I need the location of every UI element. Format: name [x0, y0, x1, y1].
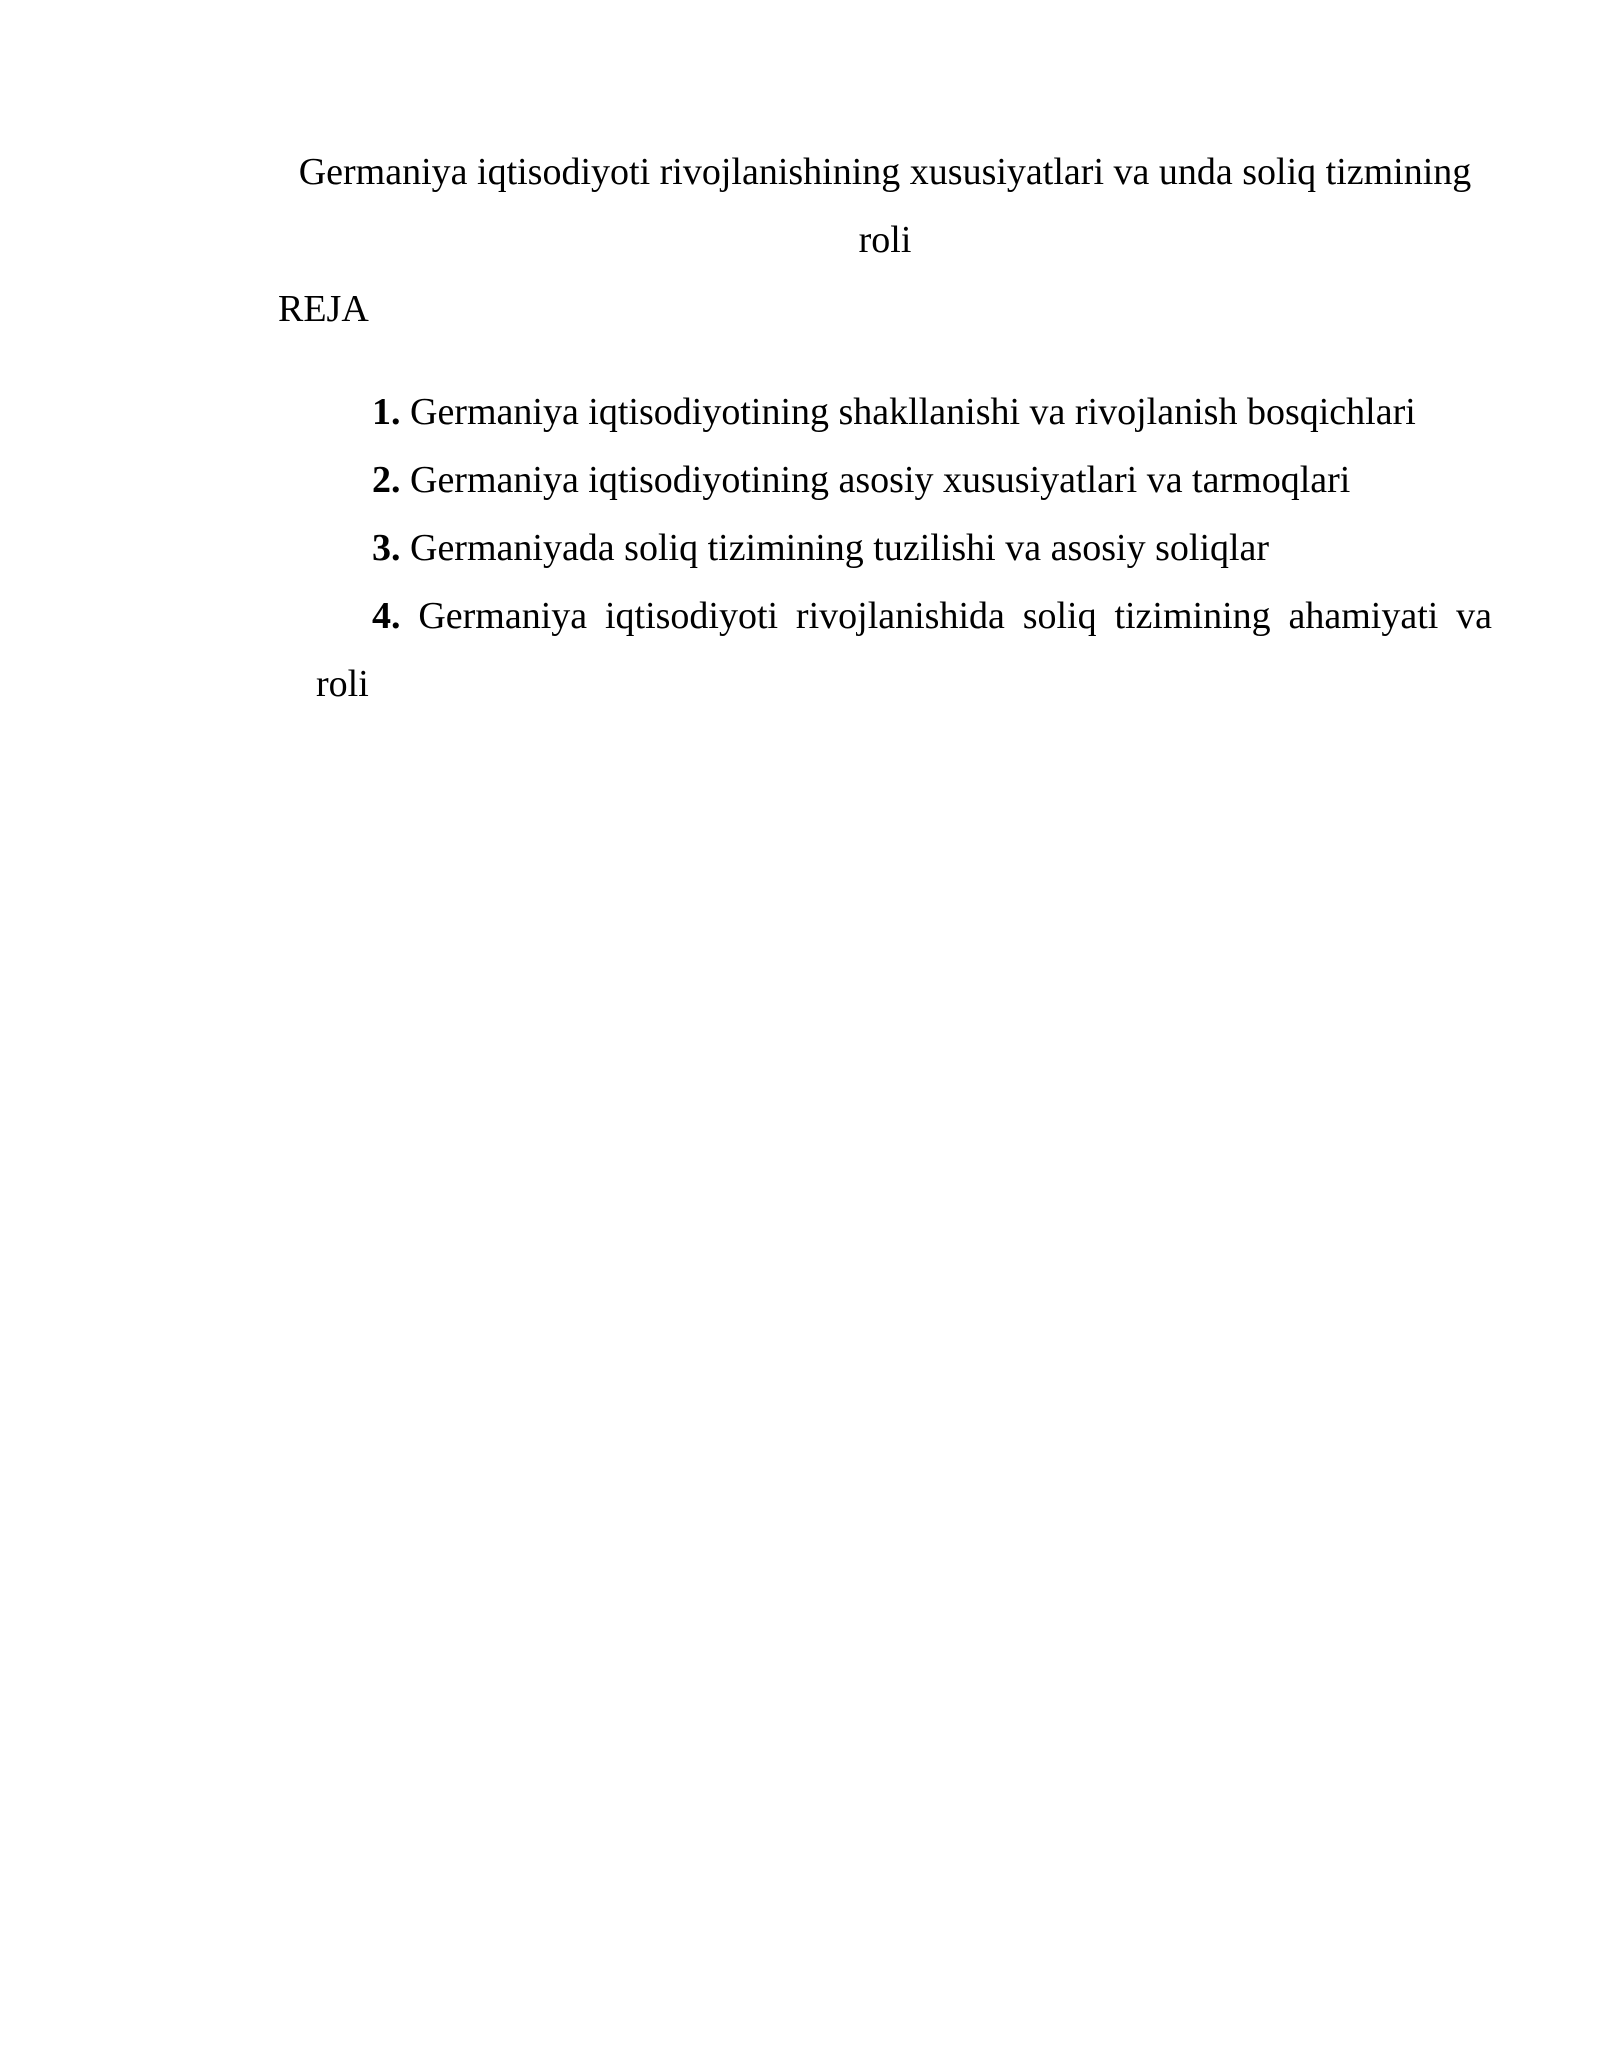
document-title — [278, 138, 1492, 274]
plan-item-number: 1. — [372, 391, 401, 433]
plan-item-4 — [316, 582, 1492, 650]
plan-item-continuation-text: roli — [316, 663, 369, 705]
plan-item-4-continuation — [316, 650, 1492, 718]
plan-item-text: Germaniyada soliq tizimining tuzilishi va asosiy soliqlar — [410, 527, 1270, 569]
title-line-2: roli — [858, 219, 912, 261]
plan-item-1 — [316, 378, 1492, 446]
plan-heading: REJA — [278, 288, 369, 330]
title-line-1: Germaniya iqtisodiyoti rivojlanishining xususiyatlari va unda soliq tizmining — [298, 151, 1472, 193]
plan-item-text: Germaniya iqtisodiyotining shakllanishi va rivojlanish bosqichlari — [410, 391, 1416, 433]
plan-list — [316, 378, 1492, 718]
plan-item-number: 4. — [372, 595, 401, 637]
plan-item-3 — [316, 514, 1492, 582]
plan-item-number: 2. — [372, 459, 401, 501]
plan-item-number: 3. — [372, 527, 401, 569]
plan-item-2 — [316, 446, 1492, 514]
plan-item-text: Germaniya iqtisodiyoti rivojlanishida soliq tizimining ahamiyati va — [418, 595, 1493, 637]
plan-item-text: Germaniya iqtisodiyotining asosiy xususiyatlari va tarmoqlari — [410, 459, 1351, 501]
